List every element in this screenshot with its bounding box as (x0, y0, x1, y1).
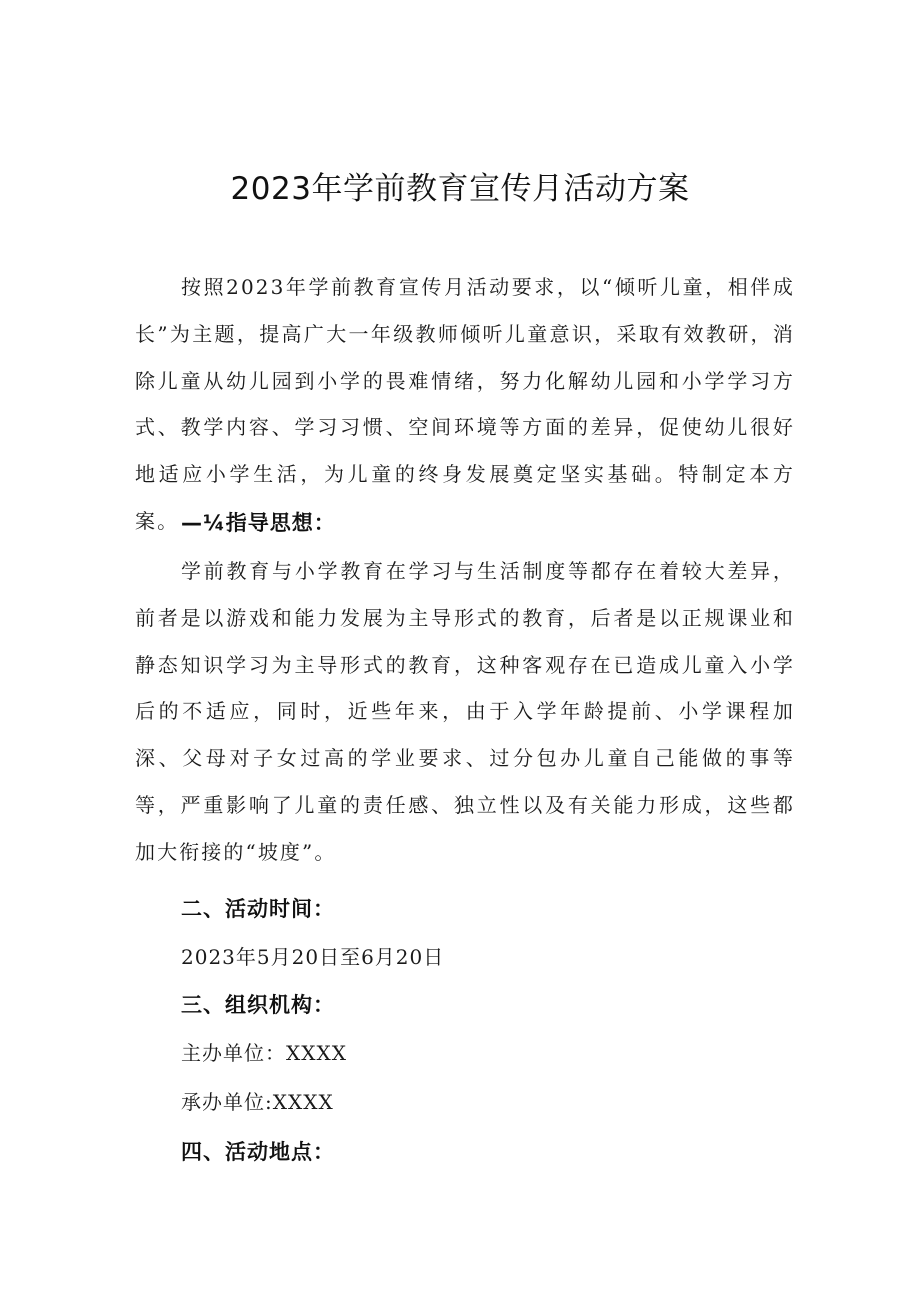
organizer-unit-text: 承办单位:XXXX (181, 1090, 334, 1114)
section-heading-activity-time: 二、活动时间： (181, 897, 335, 921)
section-heading-organization: 三、组织机构： (181, 993, 335, 1017)
intro-paragraph: 按照2023年学前教育宣传月活动要求，以“倾听儿童，相伴成长”为主题，提高广大一年级教师倾听儿童意识，采取有效教研，消除儿童从幼儿园到小学的畏难情绪，努力化解幼儿园和小学学习方式、教学内容、学习习惯、空间环境等方面的差异，促使幼儿很好地适应小学生活，为儿童的终身发展奠定坚实基础。特制定本方案。 (135, 275, 795, 533)
section-heading-location: 四、活动地点： (181, 1140, 335, 1164)
guiding-thought-paragraph: 学前教育与小学教育在学习与生活制度等都存在着较大差异，前者是以游戏和能力发展为主导形式的教育，后者是以正规课业和静态知识学习为主导形式的教育，这种客观存在已造成儿童入小学后的不适应，同时，近些年来，由于入学年龄提前、小学课程加深、父母对子女过高的学业要求、过分包办儿童自己能做的事等等，严重影响了儿童的责任感、独立性以及有关能力形成，这些都加大衔接的“坡度”。 (135, 559, 795, 864)
host-unit-text: 主办单位：XXXX (181, 1041, 347, 1065)
activity-time-text: 2023年5月20日至6月20日 (181, 945, 445, 969)
section-heading-guiding-thought: —¼指导思想： (181, 511, 336, 535)
document-title: 2023年学前教育宣传月活动方案 (230, 171, 690, 207)
